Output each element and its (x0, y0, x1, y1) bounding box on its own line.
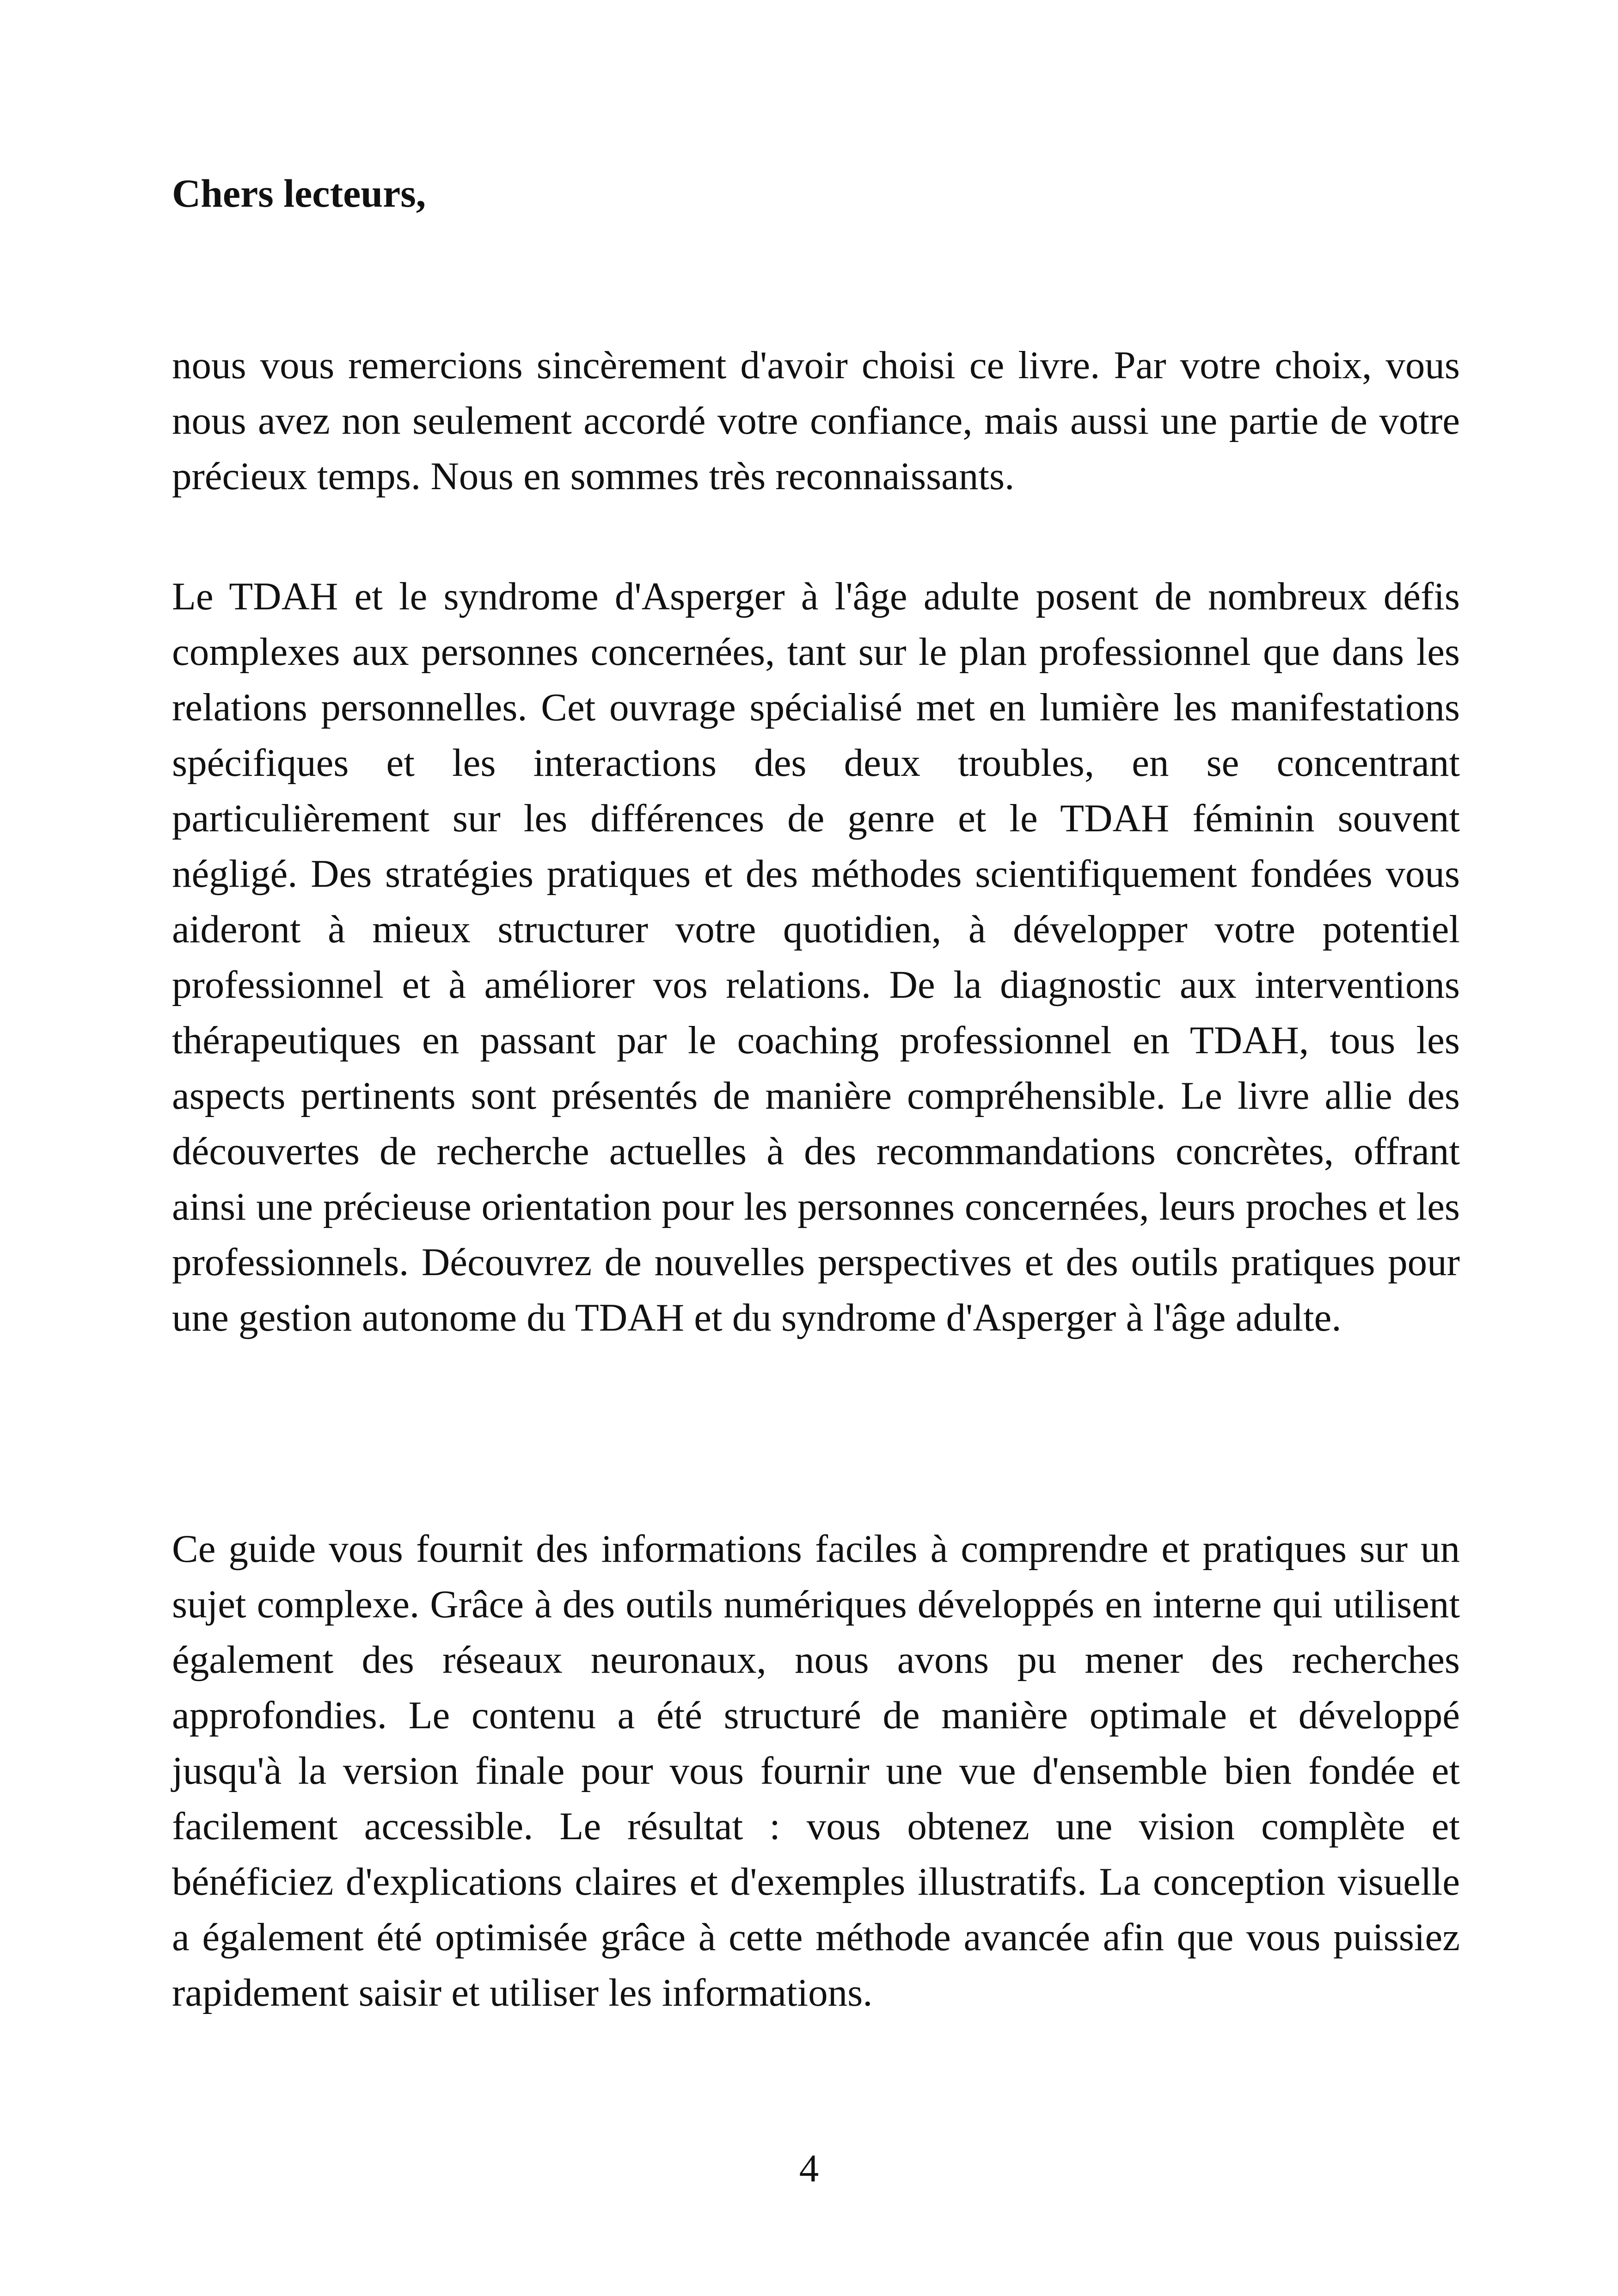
paragraph-guide-method: Ce guide vous fournit des informations faciles à comprendre et pratiques sur un sujet complexe. Grâce à des outils numériques développés en interne qui utilisent également des réseaux neuronaux, nous avons pu mener des recherches approfondies. Le contenu a été structuré de manière optimale et développé jusqu'à la version finale pour vous fournir une vue d'ensemble bien fondée et facilement accessible. Le résultat : vous obtenez une vision complète et bénéficiez d'explications claires et d'exemples illustratifs. La conception visuelle a également été optimisée grâce à cette méthode avancée afin que vous puissiez rapidement saisir et utiliser les informations. (172, 1527, 1460, 2014)
paragraph-intro: nous vous remercions sincèrement d'avoir choisi ce livre. Par votre choix, vous nous avez non seulement accordé votre confiance, mais aussi une partie de votre précieux temps. Nous en sommes très reconnaissants. (172, 344, 1460, 498)
paragraph-book-description: Le TDAH et le syndrome d'Asperger à l'âge adulte posent de nombreux défis complexes aux personnes concernées, tant sur le plan professionnel que dans les relations personnelles. Cet ouvrage spécialisé met en lumière les manifestations spécifiques et les interactions des deux troubles, en se concentrant particulièrement sur les différences de genre et le TDAH féminin souvent négligé. Des stratégies pratiques et des méthodes scientifiquement fondées vous aideront à mieux structurer votre quotidien, à développer votre potentiel professionnel et à améliorer vos relations. De la diagnostic aux interventions thérapeutiques en passant par le coaching professionnel en TDAH, tous les aspects pertinents sont présentés de manière compréhensible. Le livre allie des découvertes de recherche actuelles à des recommandations concrètes, offrant ainsi une précieuse orientation pour les personnes concernées, leurs proches et les professionnels. Découvrez de nouvelles perspectives et des outils pratiques pour une gestion autonome du TDAH et du syndrome d'Asperger à l'âge adulte. (172, 575, 1460, 1339)
page-heading: Chers lecteurs, (172, 171, 426, 215)
page-number: 4 (799, 2147, 819, 2190)
